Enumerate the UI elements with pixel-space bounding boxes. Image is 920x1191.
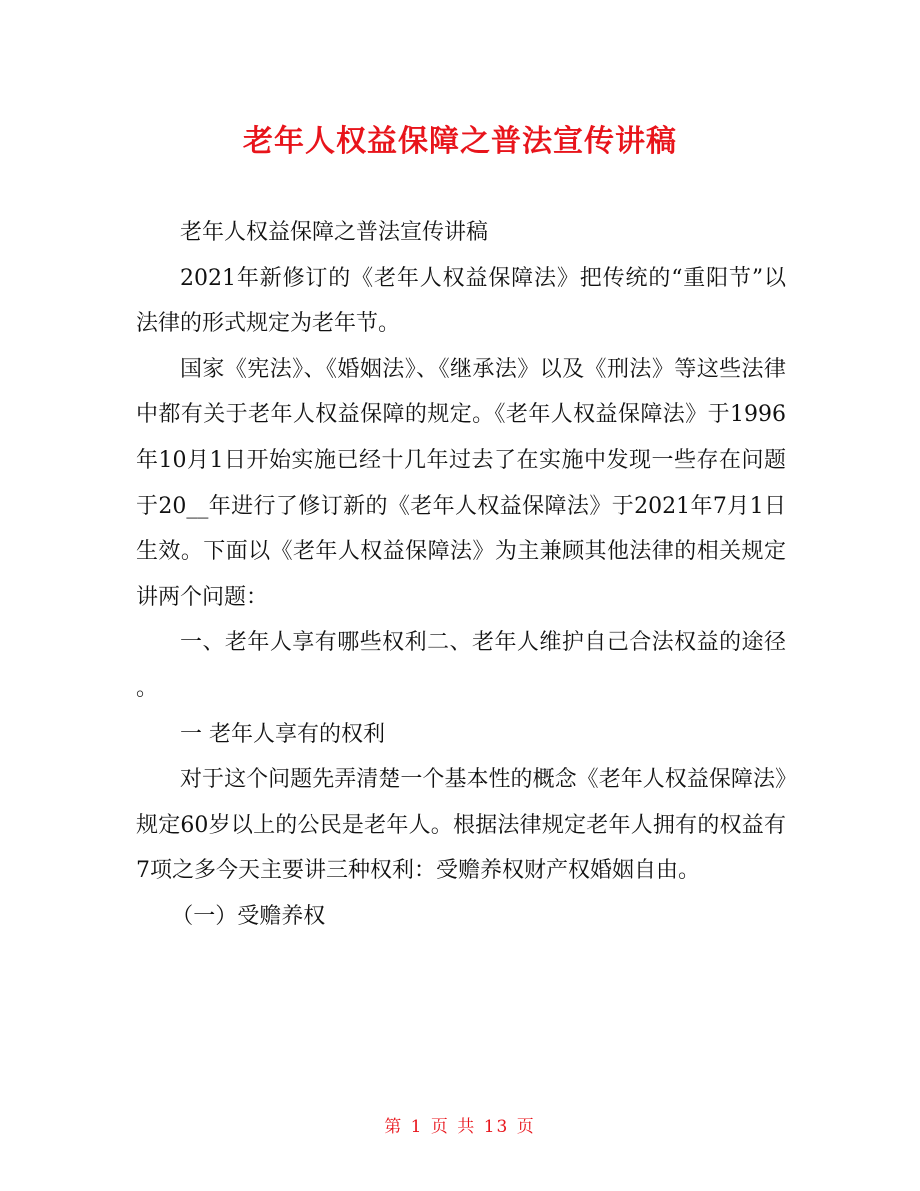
page-number-footer: 第 1 页 共 13 页 xyxy=(384,1117,536,1137)
paragraph-subtitle: 老年人权益保障之普法宣传讲稿 xyxy=(180,220,489,245)
paragraph-rights-definition: 对于这个问题先弄清楚一个基本性的概念《老年人权益保障法》规定60岁以上的公民是老年人。根据法律规定老年人拥有的权益有7项之多今天主要讲三种权利：受赡养权财产权婚姻自由。 xyxy=(136,767,786,884)
section-heading-rights: 一 老年人享有的权利 xyxy=(180,721,385,747)
paragraph-two-questions: 一、老年人享有哪些权利二、老年人维护自己合法权益的途径 。 xyxy=(136,630,786,701)
subsection-heading-support-right: （一）受赡养权 xyxy=(171,903,326,929)
document-title: 老年人权益保障之普法宣传讲稿 xyxy=(243,124,677,159)
document-body xyxy=(136,210,786,940)
paragraph-laws-overview: 国家《宪法》、《婚姻法》、《继承法》以及《刑法》等这些法律中都有关于老年人权益保障的规定。《老年人权益保障法》于1996年10月1日开始实施已经十几年过去了在实施中发现一些存在问题于20__年进行了修订新的《老年人权益保障法》于2021年7月1日生效。下面以《老年人权益保障法》为主兼顾其他法律的相关规定讲两个问题： xyxy=(136,356,786,610)
paragraph-elderly-day: 2021年新修订的《老年人权益保障法》把传统的“重阳节”以法律的形式规定为老年节。 xyxy=(136,265,786,337)
